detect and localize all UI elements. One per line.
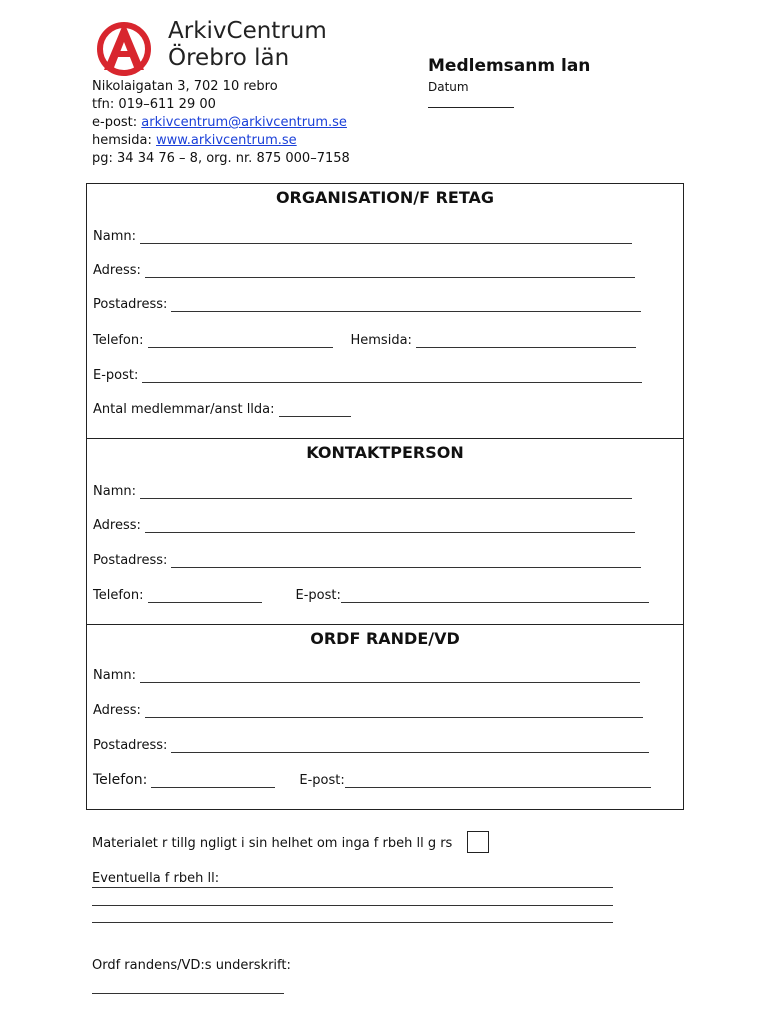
address-block: Nikolaigatan 3, 702 10 rebro tfn: 019–611 29 00 e-post: arkivcentrum@arkivcentrum.se hemsida: www.arkivcentrum.se pg: 34 34 76 – 8, org. nr. 875 000–7158 bbox=[92, 79, 350, 166]
org-namn-label: Namn: bbox=[93, 229, 136, 244]
eventuella-line-2[interactable] bbox=[92, 905, 613, 906]
ordf-postadress-field[interactable] bbox=[171, 741, 649, 753]
kontaktperson-section bbox=[86, 438, 684, 625]
organisation-title: ORGANISATION/F RETAG bbox=[275, 188, 495, 207]
ordf-telefon-field[interactable] bbox=[151, 776, 275, 788]
org-antal-field[interactable] bbox=[279, 405, 351, 417]
org-adress-label: Adress: bbox=[93, 263, 141, 278]
kontakt-adress-label: Adress: bbox=[93, 518, 141, 533]
brand-name: ArkivCentrum Örebro län bbox=[168, 18, 327, 71]
website-link[interactable]: www.arkivcentrum.se bbox=[156, 133, 297, 148]
kontakt-epost-field[interactable] bbox=[341, 591, 649, 603]
org-hemsida-field[interactable] bbox=[416, 336, 636, 348]
material-checkbox[interactable] bbox=[467, 831, 489, 853]
kontakt-postadress-field[interactable] bbox=[171, 556, 641, 568]
pg-orgnr: pg: 34 34 76 – 8, org. nr. 875 000–7158 bbox=[92, 151, 350, 166]
document-title: Medlemsanm lan bbox=[428, 56, 591, 76]
kontakt-telefon-label: Telefon: bbox=[93, 588, 144, 603]
ordf-adress-field[interactable] bbox=[145, 706, 643, 718]
kontakt-postadress-label: Postadress: bbox=[93, 553, 168, 568]
email-link[interactable]: arkivcentrum@arkivcentrum.se bbox=[141, 115, 347, 130]
datum-field[interactable] bbox=[428, 107, 514, 108]
kontakt-adress-field[interactable] bbox=[145, 521, 635, 533]
eventuella-line-3[interactable] bbox=[92, 922, 613, 923]
org-telefon-field[interactable] bbox=[148, 336, 333, 348]
org-postadress-label: Postadress: bbox=[93, 297, 168, 312]
ordf-epost-field[interactable] bbox=[345, 776, 651, 788]
signature-field[interactable] bbox=[92, 993, 284, 994]
eventuella-label: Eventuella f rbeh ll: bbox=[92, 871, 220, 886]
org-epost-field[interactable] bbox=[142, 371, 642, 383]
ordf-namn-label: Namn: bbox=[93, 668, 136, 683]
eventuella-line-1[interactable] bbox=[92, 887, 613, 888]
organisation-section bbox=[86, 183, 684, 439]
org-postadress-field[interactable] bbox=[171, 300, 641, 312]
ordforande-title: ORDF RANDE/VD bbox=[310, 629, 460, 648]
ordf-postadress-label: Postadress: bbox=[93, 738, 168, 753]
ordforande-section bbox=[86, 624, 684, 810]
arkivcentrum-logo-icon bbox=[90, 18, 160, 76]
org-telefon-label: Telefon: bbox=[93, 333, 144, 348]
ordf-namn-field[interactable] bbox=[140, 671, 640, 683]
org-antal-label: Antal medlemmar/anst llda: bbox=[93, 402, 275, 417]
kontakt-epost-label: E-post: bbox=[295, 588, 341, 603]
datum-label: Datum bbox=[428, 80, 469, 94]
phone: tfn: 019–611 29 00 bbox=[92, 97, 216, 112]
org-epost-label: E-post: bbox=[93, 368, 139, 383]
ordf-epost-label: E-post: bbox=[299, 773, 345, 788]
kontaktperson-title: KONTAKTPERSON bbox=[306, 443, 464, 462]
signature-label: Ordf randens/VD:s underskrift: bbox=[92, 958, 291, 973]
address: Nikolaigatan 3, 702 10 rebro bbox=[92, 79, 278, 94]
ordf-telefon-label: Telefon: bbox=[93, 772, 148, 788]
kontakt-namn-label: Namn: bbox=[93, 484, 136, 499]
org-namn-field[interactable] bbox=[140, 232, 632, 244]
kontakt-namn-field[interactable] bbox=[140, 487, 632, 499]
org-hemsida-label: Hemsida: bbox=[350, 333, 412, 348]
kontakt-telefon-field[interactable] bbox=[148, 591, 262, 603]
ordf-adress-label: Adress: bbox=[93, 703, 141, 718]
org-adress-field[interactable] bbox=[145, 266, 635, 278]
material-statement: Materialet r tillg ngligt i sin helhet om inga f rbeh ll g rs bbox=[92, 836, 453, 851]
